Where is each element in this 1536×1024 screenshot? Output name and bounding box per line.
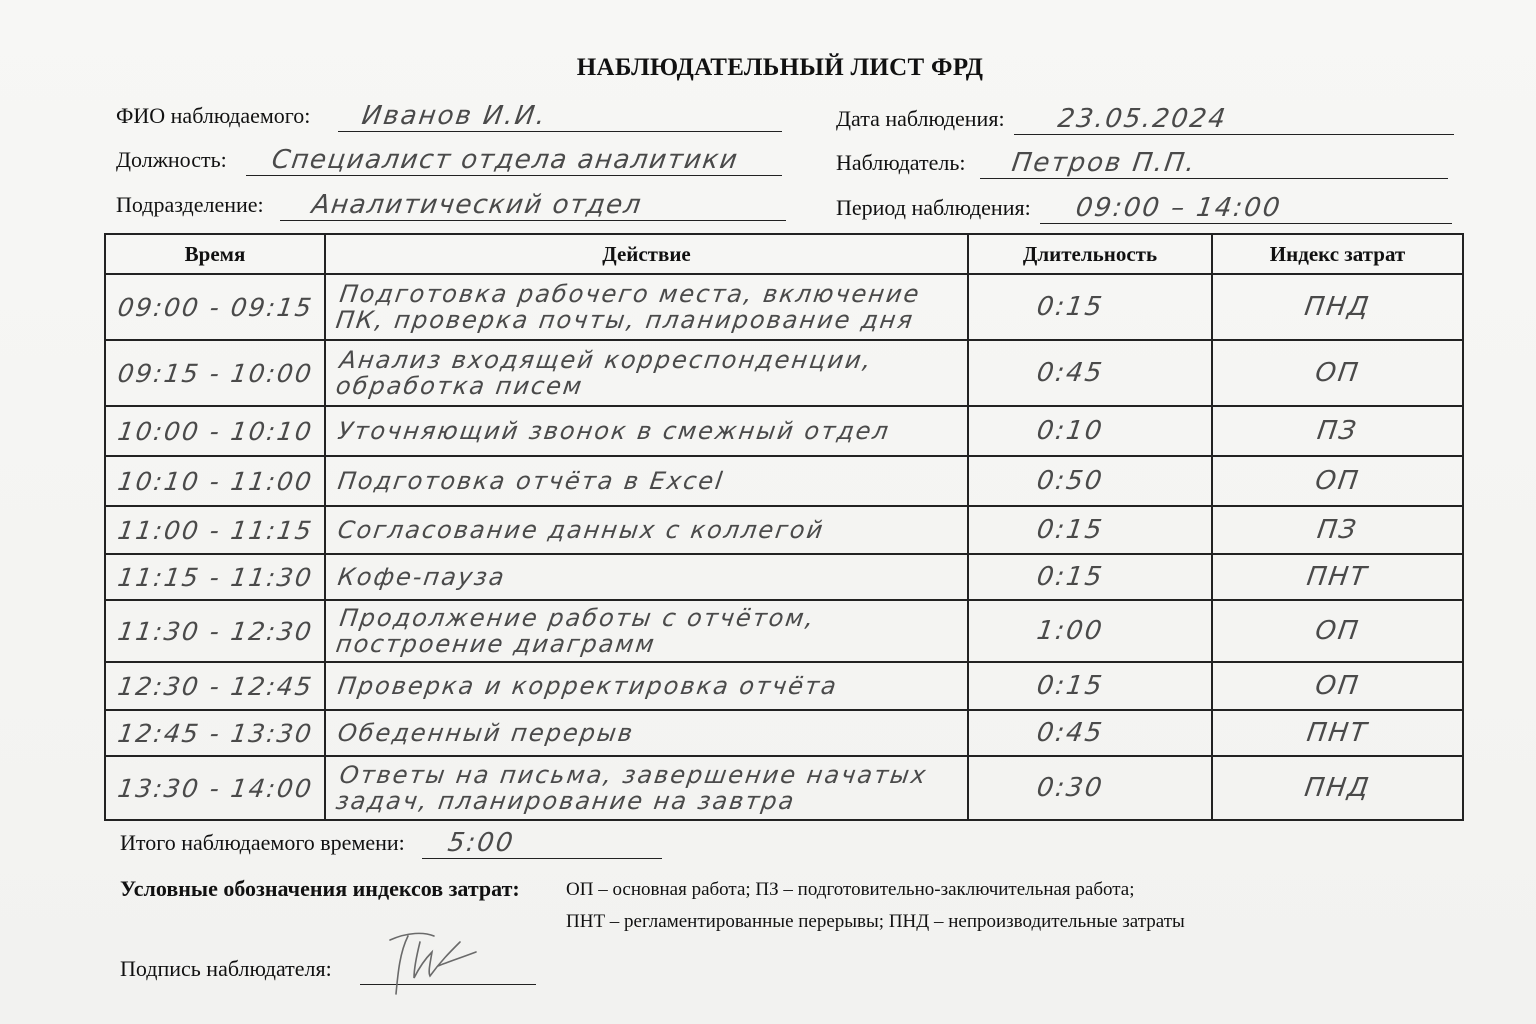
duration-cell: 0:15	[963, 274, 1216, 340]
fio-value: Иванов И.И.	[359, 101, 549, 131]
action-cell: Проверка и корректировка отчёта	[322, 662, 972, 710]
index-cell: ПНТ	[1209, 554, 1466, 600]
observer-label: Наблюдатель:	[836, 150, 966, 175]
time-cell: 13:30 - 14:00	[101, 756, 330, 820]
index-cell: ПНД	[1208, 756, 1468, 820]
duration-cell: 0:15	[965, 554, 1215, 600]
time-cell: 09:15 - 10:00	[100, 340, 329, 406]
action-cell: Уточняющий звонок в смежный отдел	[321, 406, 971, 456]
action-cell: Продолжение работы с отчётом, построение диаграмм	[321, 600, 973, 662]
legend-line-1: ОП – основная работа; ПЗ – подготовительно-заключительная работа;	[566, 879, 1135, 900]
action-cell: Кофе-пауза	[322, 554, 971, 600]
index-cell: ПЗ	[1209, 506, 1467, 554]
duration-cell: 0:15	[965, 662, 1216, 710]
time-cell: 10:10 - 11:00	[101, 456, 328, 506]
duration-cell: 0:30	[964, 756, 1217, 820]
position-label: Должность:	[116, 147, 227, 172]
column-header-index: Индекс затрат	[1212, 234, 1463, 274]
index-cell: ПНТ	[1209, 710, 1466, 756]
table-row	[105, 274, 1463, 340]
column-header-duration: Длительность	[968, 234, 1212, 274]
action-cell: Обеденный перерыв	[322, 710, 971, 756]
duration-cell: 0:15	[965, 506, 1216, 554]
column-header-action: Действие	[325, 234, 968, 274]
index-cell: ОП	[1209, 662, 1467, 710]
index-cell: ПЗ	[1208, 406, 1466, 456]
position-field	[116, 145, 741, 175]
table-row	[105, 662, 1463, 710]
table-row	[105, 340, 1463, 406]
duration-cell: 0:50	[964, 456, 1215, 506]
observer-field	[836, 148, 1199, 178]
time-cell: 09:00 - 09:15	[100, 274, 329, 340]
time-cell: 11:15 - 11:30	[102, 554, 328, 600]
action-cell: Подготовка рабочего места, включение ПК, проверка почты, планирование дня	[320, 274, 972, 340]
fio-field	[116, 101, 549, 131]
department-field	[116, 190, 644, 220]
legend-line-2: ПНТ – регламентированные перерывы; ПНД – непроизводительные затраты	[566, 911, 1185, 932]
duration-cell: 0:45	[965, 710, 1215, 756]
signature-label: Подпись наблюдателя:	[120, 956, 332, 981]
table-row	[105, 756, 1463, 820]
column-header-time: Время	[105, 234, 325, 274]
total-field	[120, 828, 517, 858]
index-cell: ПНД	[1207, 274, 1467, 340]
position-value: Специалист отдела аналитики	[269, 145, 741, 175]
time-cell: 11:30 - 12:30	[101, 600, 330, 662]
total-value: 5:00	[445, 828, 517, 858]
duration-cell: 0:10	[964, 406, 1215, 456]
signature-field	[120, 956, 332, 982]
time-cell: 12:45 - 13:30	[102, 710, 328, 756]
department-label: Подразделение:	[116, 192, 264, 217]
action-cell: Согласование данных с коллегой	[322, 506, 972, 554]
index-cell: ОП	[1207, 340, 1467, 406]
table-row	[105, 710, 1463, 756]
table-row	[105, 406, 1463, 456]
index-cell: ОП	[1208, 600, 1468, 662]
action-cell: Подготовка отчёта в Excel	[321, 456, 971, 506]
action-cell: Анализ входящей корреспонденции, обработка писем	[320, 340, 972, 406]
observation-table	[104, 233, 1464, 821]
action-cell: Ответы на письма, завершение начатых задач, планирование на завтра	[321, 756, 973, 820]
fio-label: ФИО наблюдаемого:	[116, 103, 311, 128]
date-label: Дата наблюдения:	[836, 106, 1005, 131]
date-value: 23.05.2024	[1055, 104, 1229, 134]
period-value: 09:00 – 14:00	[1073, 193, 1284, 223]
time-cell: 10:00 - 10:10	[101, 406, 328, 456]
table-row	[105, 506, 1463, 554]
time-cell: 11:00 - 11:15	[102, 506, 329, 554]
period-field	[836, 193, 1284, 223]
observer-value: Петров П.П.	[1009, 148, 1199, 178]
date-field	[836, 104, 1229, 134]
total-label: Итого наблюдаемого времени:	[120, 830, 405, 855]
signature-scribble-icon	[380, 922, 500, 1002]
period-label: Период наблюдения:	[836, 195, 1031, 220]
time-cell: 12:30 - 12:45	[102, 662, 329, 710]
table-row	[105, 554, 1463, 600]
page-title: НАБЛЮДАТЕЛЬНЫЙ ЛИСТ ФРД	[576, 54, 984, 81]
table-row	[105, 456, 1463, 506]
index-cell: ОП	[1208, 456, 1466, 506]
legend-title: Условные обозначения индексов затрат:	[120, 876, 520, 901]
duration-cell: 0:45	[963, 340, 1216, 406]
table-row	[105, 600, 1463, 662]
table-header-row	[105, 234, 1463, 274]
duration-cell: 1:00	[964, 600, 1217, 662]
department-value: Аналитический отдел	[309, 190, 644, 220]
